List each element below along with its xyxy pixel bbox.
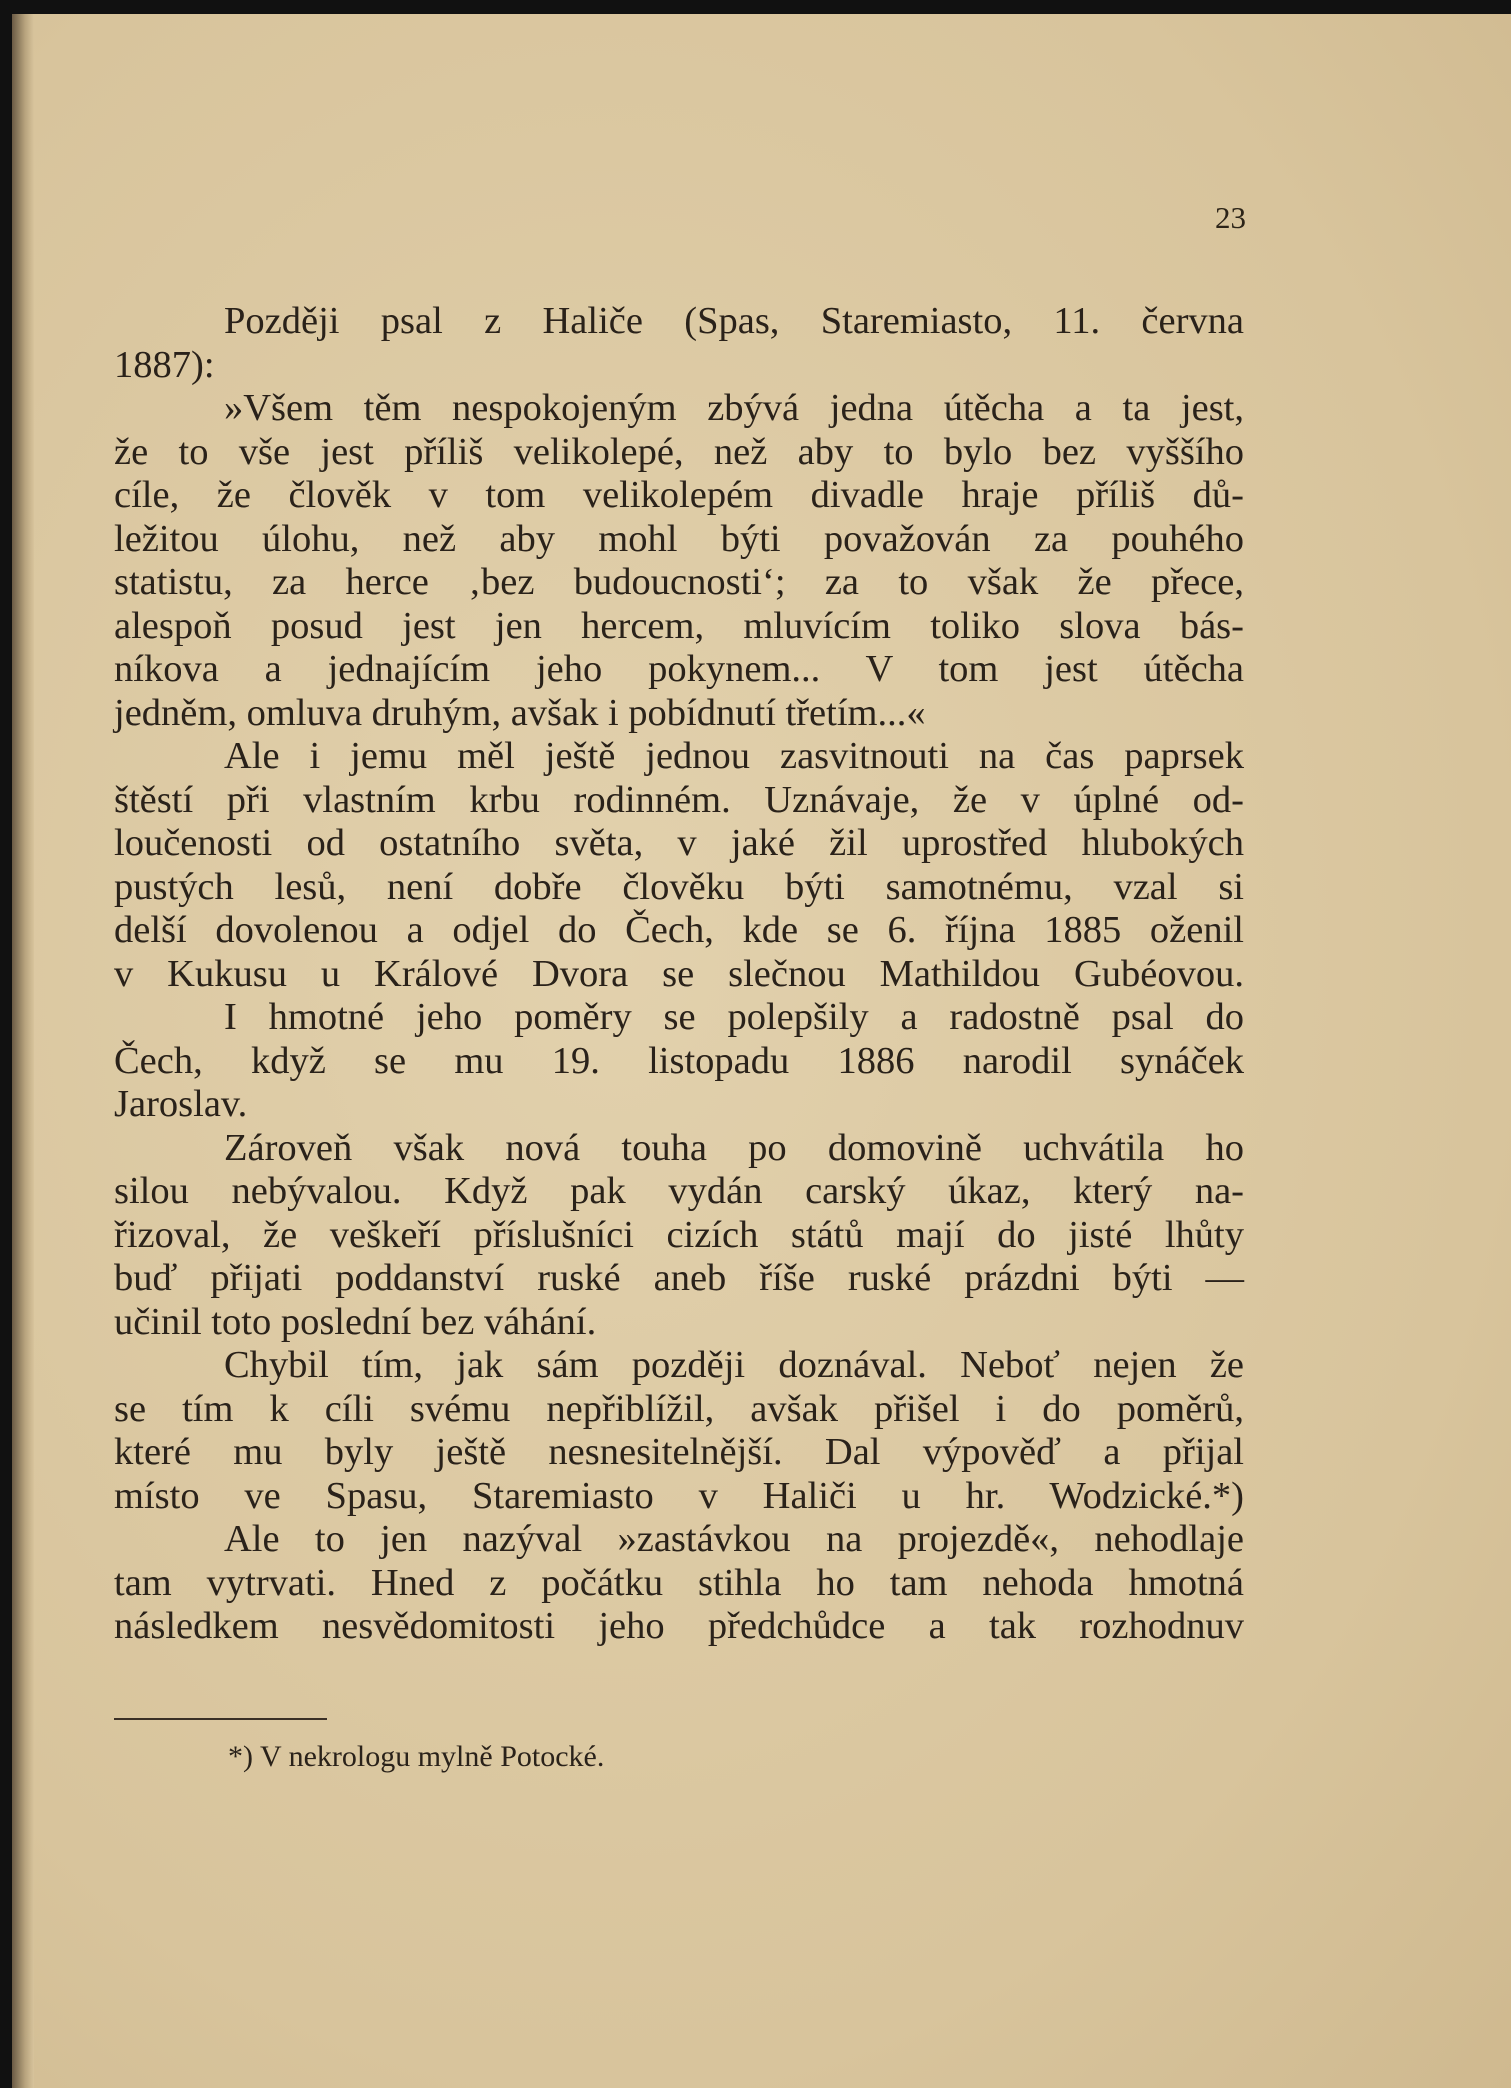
text-line: Zároveň však nová touha po domovině uchvátila ho <box>224 1126 1244 1169</box>
page-number: 23 <box>1215 200 1246 235</box>
text-line: že to vše jest příliš velikolepé, než aby to bylo bez vyššího <box>114 430 1244 473</box>
text-line: delší dovolenou a odjel do Čech, kde se 6. října 1885 oženil <box>114 909 1244 951</box>
text-line: se tím k cíli svému nepřiblížil, avšak přišel i do poměrů, <box>114 1387 1244 1430</box>
text-line: tam vytrvati. Hned z počátku stihla ho tam nehoda hmotná <box>114 1561 1244 1604</box>
text-line: učinil toto poslední bez váhání. <box>114 1300 597 1343</box>
text-line: Ale i jemu měl ještě jednou zasvitnouti na čas paprsek <box>224 735 1244 777</box>
text-line: které mu byly ještě nesnesitelnější. Dal výpověď a přijal <box>114 1431 1244 1473</box>
text-line: Později psal z Haliče (Spas, Staremiasto, 11. června <box>224 300 1244 342</box>
text-line: Chybil tím, jak sám později doznával. Neboť nejen že <box>224 1344 1244 1386</box>
text-line: loučenosti od ostatního světa, v jaké žil uprostřed hlubokých <box>114 822 1244 864</box>
text-line: statistu, za herce ‚bez budoucnosti‘; za to však že přece, <box>114 561 1244 603</box>
text-line: ležitou úlohu, než aby mohl býti považován za pouhého <box>114 517 1244 560</box>
text-line: v Kukusu u Králové Dvora se slečnou Mathildou Gubéovou. <box>114 952 1244 995</box>
text-line: silou nebývalou. Když pak vydán carský úkaz, který na- <box>114 1170 1244 1212</box>
text-line: alespoň posud jest jen hercem, mluvícím toliko slova bás- <box>114 604 1244 647</box>
text-line: »Všem těm nespokojeným zbývá jedna útěcha a ta jest, <box>224 387 1244 429</box>
text-line: štěstí při vlastním krbu rodinném. Uznávaje, že v úplné od- <box>114 778 1244 821</box>
text-line: níkova a jednajícím jeho pokynem... V tom jest útěcha <box>114 648 1244 690</box>
text-line: následkem nesvědomitosti jeho předchůdce a tak rozhodnuv <box>114 1605 1244 1647</box>
text-line: Ale to jen nazýval »zastávkou na projezdě«, nehodlaje <box>224 1518 1244 1560</box>
footnote: *) V nekrologu mylně Potocké. <box>228 1740 605 1773</box>
text-line: Čech, když se mu 19. listopadu 1886 narodil synáček <box>114 1039 1244 1082</box>
text-line: Jaroslav. <box>114 1083 248 1125</box>
text-line: 1887): <box>114 343 215 386</box>
text-line: místo ve Spasu, Staremiasto v Haliči u hr. Wodzické.*) <box>114 1474 1244 1517</box>
body-text <box>114 300 1244 1649</box>
footnote-rule <box>114 1718 327 1720</box>
text-line: řizoval, že veškeří příslušníci cizích států mají do jisté lhůty <box>114 1213 1244 1256</box>
text-line: jedněm, omluva druhým, avšak i pobídnutí třetím...« <box>114 691 926 734</box>
text-line: pustých lesů, není dobře člověku býti samotnému, vzal si <box>114 865 1244 908</box>
text-line: cíle, že člověk v tom velikolepém divadle hraje příliš dů- <box>114 474 1244 516</box>
page-gutter-shadow <box>12 14 34 2088</box>
text-line: I hmotné jeho poměry se polepšily a radostně psal do <box>224 996 1244 1038</box>
text-line: buď přijati poddanství ruské aneb říše ruské prázdni býti — <box>114 1257 1244 1299</box>
